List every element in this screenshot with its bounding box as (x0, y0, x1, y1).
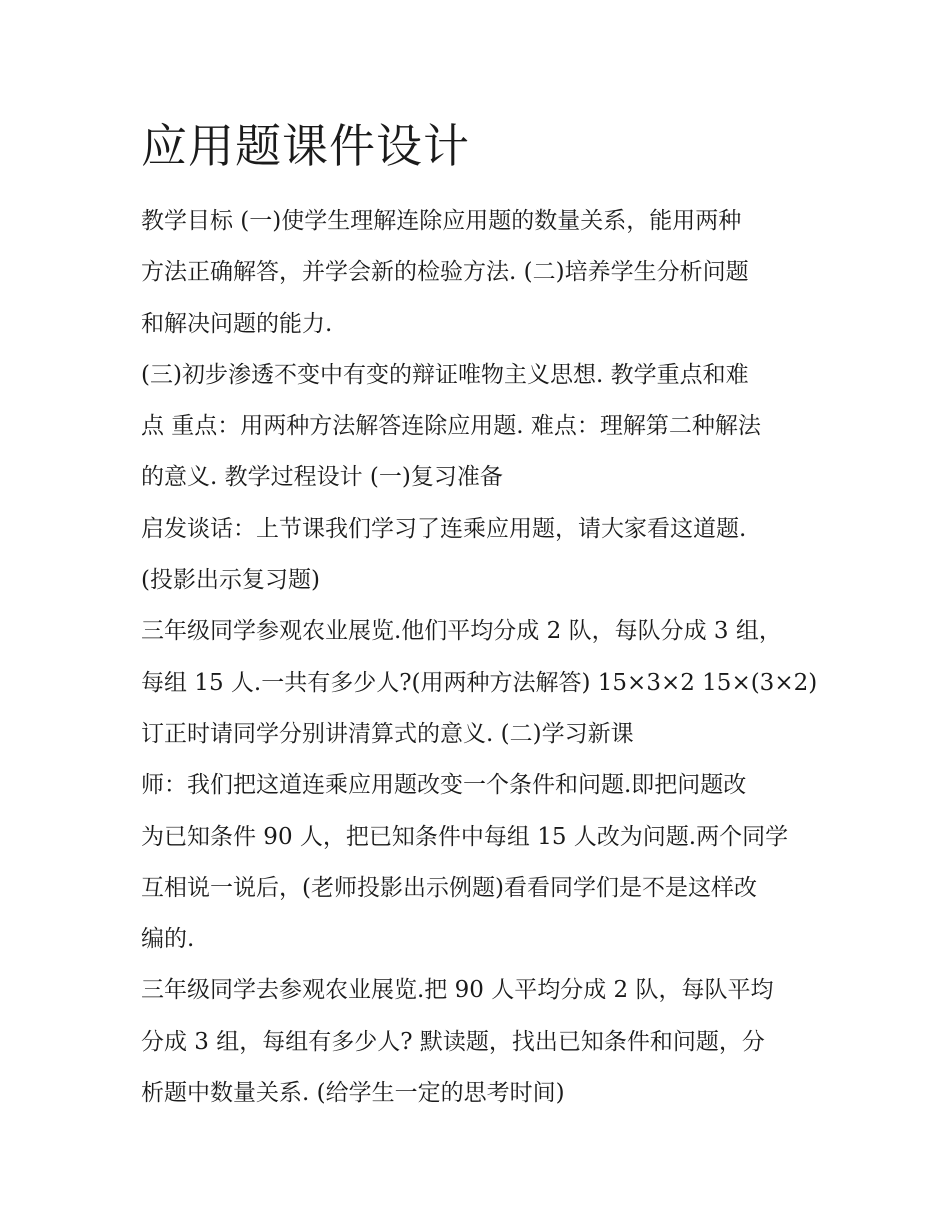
body-line: (三)初步渗透不变中有变的辩证唯物主义思想. 教学重点和难 (141, 361, 749, 388)
body-line: 订正时请同学分别讲清算式的意义. (二)学习新课 (141, 720, 634, 747)
body-line: 方法正确解答，并学会新的检验方法. (二)培养学生分析问题 (141, 259, 749, 286)
body-line: 三年级同学参观农业展览.他们平均分成 2 队，每队分成 3 组， (141, 618, 782, 645)
body-line: 每组 15 人.一共有多少人?(用两种方法解答) 15×3×2 15×(3×2) (141, 669, 818, 696)
body-line: 编的. (141, 926, 195, 953)
body-line: 为已知条件 90 人，把已知条件中每组 15 人改为问题.两个同学 (141, 823, 789, 850)
document-body (141, 196, 821, 1119)
body-line: (投影出示复习题) (141, 567, 320, 594)
body-line: 析题中数量关系. (给学生一定的思考时间) (141, 1080, 565, 1107)
body-line: 互相说一说后，(老师投影出示例题)看看同学们是不是这样改 (141, 874, 757, 901)
document-title: 应用题课件设计 (141, 119, 470, 173)
body-line: 三年级同学去参观农业展览.把 90 人平均分成 2 队，每队平均 (141, 977, 774, 1004)
body-line: 师：我们把这道连乘应用题改变一个条件和问题.即把问题改 (141, 772, 747, 799)
body-line: 分成 3 组，每组有多少人? 默读题，找出已知条件和问题，分 (141, 1028, 765, 1055)
body-line: 点 重点：用两种方法解答连除应用题. 难点：理解第二种解法 (141, 413, 761, 440)
body-line: 教学目标 (一)使学生理解连除应用题的数量关系，能用两种 (141, 208, 742, 234)
body-line: 和解决问题的能力. (141, 310, 333, 337)
body-line: 启发谈话：上节课我们学习了连乘应用题，请大家看这道题. (141, 515, 747, 542)
body-line: 的意义. 教学过程设计 (一)复习准备 (141, 464, 503, 491)
